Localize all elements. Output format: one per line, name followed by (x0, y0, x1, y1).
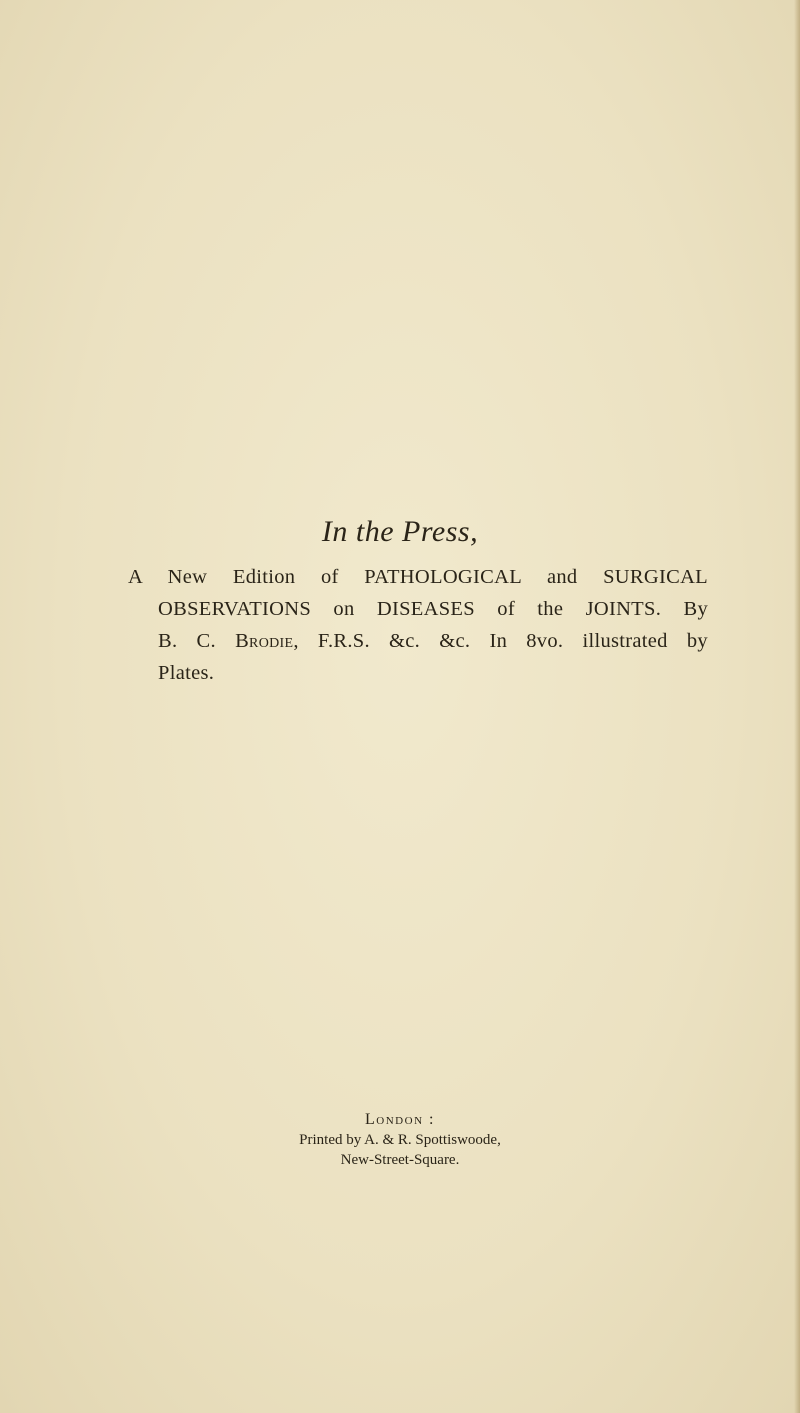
announcement-line-3 (128, 625, 708, 657)
announcement-line-2: OBSERVATIONS on DISEASES of the JOINTS. By (158, 598, 708, 620)
page-edge-shadow (794, 0, 800, 1413)
author-name: Brodie, (235, 630, 299, 652)
announcement-line-4: Plates. (158, 662, 215, 684)
imprint (0, 1110, 800, 1170)
imprint-address: New-Street-Square. (340, 1152, 460, 1168)
announcement-paragraph (128, 561, 708, 689)
announcement-line-3-rest: F.R.S. &c. &c. In 8vo. illustrated by (317, 630, 708, 652)
imprint-place: London : (365, 1111, 435, 1128)
author-initials: B. C. (158, 630, 216, 652)
announcement-line-1: A New Edition of PATHOLOGICAL and SURGICAL (128, 566, 708, 588)
imprint-printer: Printed by A. & R. Spottiswoode, (299, 1132, 501, 1148)
section-heading: In the Press, (321, 515, 479, 548)
